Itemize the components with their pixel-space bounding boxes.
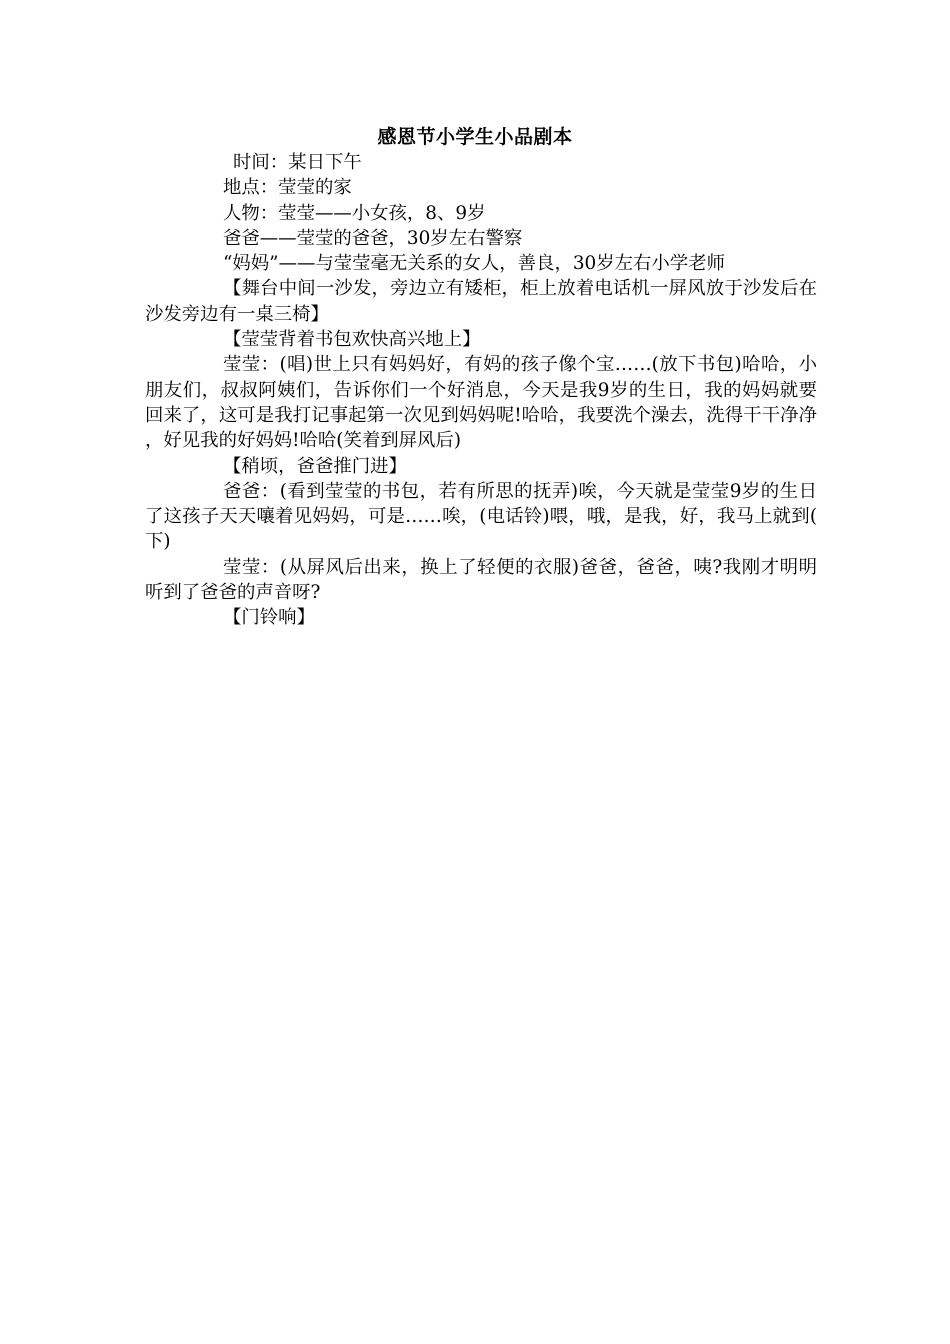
paragraph-location: 地点：莹莹的家	[223, 177, 352, 199]
paragraph-time: 时间：某日下午	[233, 152, 362, 173]
paragraph-dialogue: 莹莹：(从屏风后出来，换上了轻便的衣服)爸爸，爸爸，咦?我刚才明明听到了爸爸的声音呀?	[145, 556, 817, 604]
paragraph-stage-direction: 【稍顷，爸爸推门进】	[223, 455, 407, 477]
paragraph-stage-direction: 【莹莹背着书包欢快高兴地上】	[223, 329, 481, 351]
paragraph-character-dad: 爸爸——莹莹的爸爸，30岁左右警察	[223, 227, 523, 249]
document-body	[145, 150, 817, 631]
paragraph-stage-direction: 【门铃响】	[223, 607, 315, 629]
paragraph-stage-setting: 【舞台中间一沙发，旁边立有矮柜，柜上放着电话机一屏风放于沙发后在沙发旁边有一桌三椅】	[145, 278, 817, 325]
paragraph-character-mom: “妈妈”——与莹莹毫无关系的女人，善良，30岁左右小学老师	[223, 253, 725, 275]
paragraph-dialogue: 爸爸：(看到莹莹的书包，若有所思的抚弄)唉，今天就是莹莹9岁的生日了这孩子天天嚷着见妈妈，可是……唉，(电话铃)喂，哦，是我，好，我马上就到(下)	[145, 480, 817, 553]
paragraph-dialogue: 莹莹：(唱)世上只有妈妈好，有妈的孩子像个宝……(放下书包)哈哈，小朋友们，叔叔阿姨们，告诉你们一个好消息，今天是我9岁的生日，我的妈妈就要回来了，这可是我打记事起第一次见到妈妈呢!哈哈，我要洗个澡去，洗得干干净净，好见我的好妈妈!哈哈(笑着到屏风后)	[145, 354, 817, 452]
document-title: 感恩节小学生小品剧本	[377, 126, 573, 148]
paragraph-characters: 人物：莹莹——小女孩，8、9岁	[223, 202, 486, 224]
